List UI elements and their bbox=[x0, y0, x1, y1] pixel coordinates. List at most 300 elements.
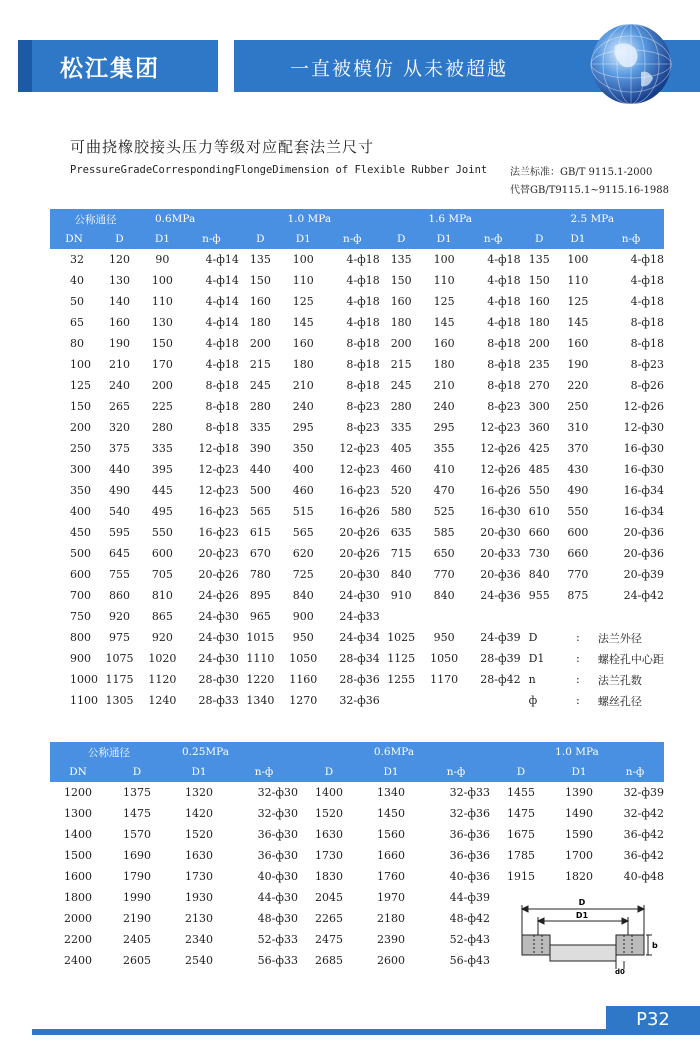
table-cell: 840 bbox=[390, 568, 412, 581]
table-cell: 1630 bbox=[315, 828, 343, 841]
table-cell: 4-ф18 bbox=[630, 274, 664, 287]
table-cell: 20-ф30 bbox=[339, 568, 380, 581]
table-cell: 36-ф30 bbox=[257, 849, 298, 862]
table-cell: 360 bbox=[528, 421, 550, 434]
table-cell: 250 bbox=[567, 400, 589, 413]
table-cell: 1560 bbox=[377, 828, 405, 841]
table-cell: 125 bbox=[567, 295, 589, 308]
table-row bbox=[50, 354, 664, 375]
table-cell: 280 bbox=[249, 400, 271, 413]
table-cell: 180 bbox=[292, 358, 314, 371]
table-cell: 4-ф18 bbox=[346, 295, 380, 308]
table-cell: 150 bbox=[70, 400, 91, 413]
table-cell: 24-ф26 bbox=[198, 589, 239, 602]
legend-sep: : bbox=[576, 694, 580, 707]
subheader-cell: n-ф bbox=[606, 762, 664, 782]
table-cell: 445 bbox=[151, 484, 173, 497]
table-cell: 2190 bbox=[123, 912, 151, 925]
table-cell: 860 bbox=[108, 589, 130, 602]
subheader-cell: D1 bbox=[168, 762, 230, 782]
table-cell: 48-ф30 bbox=[257, 912, 298, 925]
table-cell: 1110 bbox=[246, 652, 275, 665]
table-row bbox=[50, 417, 664, 438]
table-cell: 32-ф42 bbox=[623, 807, 664, 820]
table-cell: 595 bbox=[108, 526, 130, 539]
table-cell bbox=[423, 606, 466, 627]
table-cell: 8-ф18 bbox=[346, 358, 380, 371]
table-cell: 335 bbox=[151, 442, 173, 455]
table-cell bbox=[380, 690, 423, 711]
table-cell: 270 bbox=[528, 379, 550, 392]
page-number: P32 bbox=[606, 1006, 700, 1034]
subheader-cell: n-ф bbox=[466, 229, 521, 249]
table-cell: 1300 bbox=[64, 807, 92, 820]
table-cell: 1025 bbox=[387, 631, 416, 644]
table-cell: 1075 bbox=[105, 652, 134, 665]
table-cell: 350 bbox=[292, 442, 314, 455]
table-cell: 1420 bbox=[185, 807, 213, 820]
table-row bbox=[50, 480, 664, 501]
table-cell: 32 bbox=[70, 253, 84, 266]
table-cell: 110 bbox=[292, 274, 314, 287]
table-cell: 335 bbox=[390, 421, 412, 434]
table-cell: 1520 bbox=[185, 828, 213, 841]
table-cell: 235 bbox=[528, 358, 550, 371]
table-cell: 495 bbox=[151, 505, 173, 518]
table-cell: 600 bbox=[70, 568, 91, 581]
subheader-cell: D bbox=[521, 229, 558, 249]
table-cell: 20-ф36 bbox=[623, 547, 664, 560]
table-cell: 125 bbox=[292, 295, 314, 308]
table-cell: 110 bbox=[433, 274, 455, 287]
diagram-label-b: b bbox=[652, 941, 658, 950]
table-cell: 160 bbox=[108, 316, 130, 329]
table-cell: 610 bbox=[528, 505, 550, 518]
table-cell: 200 bbox=[70, 421, 91, 434]
table-cell: 24-ф30 bbox=[198, 652, 239, 665]
table-cell: 1700 bbox=[565, 849, 593, 862]
table-cell: 225 bbox=[151, 400, 173, 413]
table-cell: 190 bbox=[108, 337, 130, 350]
table-cell: 20-ф33 bbox=[480, 547, 521, 560]
table-cell: 645 bbox=[108, 547, 130, 560]
table-cell: 750 bbox=[70, 610, 91, 623]
table-cell: 4-ф18 bbox=[346, 316, 380, 329]
table-row bbox=[50, 606, 664, 627]
table-cell: 770 bbox=[433, 568, 455, 581]
table-cell: 900 bbox=[292, 610, 314, 623]
table-cell: 32-ф30 bbox=[257, 786, 298, 799]
table-cell: 160 bbox=[433, 337, 455, 350]
table-cell: 36-ф36 bbox=[449, 849, 490, 862]
table-cell: 32-ф33 bbox=[449, 786, 490, 799]
legend-sep: : bbox=[576, 673, 580, 686]
table-cell: 16-ф23 bbox=[198, 526, 239, 539]
table-cell: 16-ф26 bbox=[480, 484, 521, 497]
table-cell: 12-ф30 bbox=[623, 421, 664, 434]
table-cell: 36-ф36 bbox=[449, 828, 490, 841]
table-cell: 4-ф18 bbox=[346, 253, 380, 266]
table-cell: 135 bbox=[249, 253, 271, 266]
table-cell: 160 bbox=[567, 337, 589, 350]
table-cell: 400 bbox=[70, 505, 91, 518]
subheader-cell: D1 bbox=[558, 229, 598, 249]
table-cell: 245 bbox=[249, 379, 271, 392]
table-cell: 300 bbox=[528, 400, 550, 413]
table-cell: 8-ф18 bbox=[205, 421, 239, 434]
table-row bbox=[50, 803, 664, 824]
table-cell: 2400 bbox=[64, 954, 92, 967]
table-cell: 770 bbox=[567, 568, 589, 581]
table-cell: 16-ф30 bbox=[623, 463, 664, 476]
table-cell: 1520 bbox=[315, 807, 343, 820]
table-cell: 2130 bbox=[185, 912, 213, 925]
table-cell: 200 bbox=[390, 337, 412, 350]
table-cell: 4-ф18 bbox=[205, 358, 239, 371]
table-cell: 52-ф43 bbox=[449, 933, 490, 946]
table-cell: 48-ф42 bbox=[449, 912, 490, 925]
header-cell: 0.6MPa bbox=[141, 209, 239, 229]
table-cell: 90 bbox=[155, 253, 170, 266]
table-cell: 8-ф23 bbox=[346, 421, 380, 434]
table-cell: 40-ф48 bbox=[623, 870, 664, 883]
table-cell: 4-ф14 bbox=[205, 274, 239, 287]
table-cell: 515 bbox=[292, 505, 314, 518]
table-cell: 100 bbox=[567, 253, 589, 266]
table-cell: 1570 bbox=[123, 828, 151, 841]
table-cell: 470 bbox=[433, 484, 455, 497]
legend-key: D1 bbox=[528, 652, 545, 665]
table-row bbox=[50, 522, 664, 543]
standard-line-1: 法兰标准：GB/T 9115.1-2000 bbox=[510, 167, 653, 178]
table-cell: 370 bbox=[567, 442, 589, 455]
table-cell: 130 bbox=[151, 316, 173, 329]
table-cell: 200 bbox=[151, 379, 173, 392]
brand-banner-edge bbox=[18, 40, 32, 92]
table-row bbox=[50, 690, 664, 711]
table-cell: 215 bbox=[249, 358, 271, 371]
table-row bbox=[50, 824, 664, 845]
table-cell: 12-ф18 bbox=[198, 442, 239, 455]
table-cell: 24-ф33 bbox=[339, 610, 380, 623]
table-cell: 160 bbox=[528, 295, 550, 308]
table-cell: 190 bbox=[567, 358, 589, 371]
table-cell: 110 bbox=[567, 274, 589, 287]
table-cell: 840 bbox=[528, 568, 550, 581]
table-row bbox=[50, 669, 664, 690]
table-cell: 485 bbox=[528, 463, 550, 476]
legend-sep: : bbox=[576, 631, 580, 644]
subheader-cell: n-ф bbox=[422, 762, 490, 782]
table-cell: 4-ф18 bbox=[487, 253, 521, 266]
table-cell: 100 bbox=[70, 358, 91, 371]
table-cell: 1400 bbox=[64, 828, 92, 841]
table-cell: 32-ф36 bbox=[339, 694, 380, 707]
table-cell: 900 bbox=[70, 652, 91, 665]
table-cell: 2265 bbox=[315, 912, 343, 925]
subheader-cell: D1 bbox=[360, 762, 422, 782]
table-cell: 660 bbox=[528, 526, 550, 539]
table-cell: 40 bbox=[70, 274, 84, 287]
table-cell: 220 bbox=[567, 379, 589, 392]
table-cell: 50 bbox=[70, 295, 84, 308]
table-cell: 20-ф36 bbox=[480, 568, 521, 581]
table-cell: 4-ф14 bbox=[205, 253, 239, 266]
table-cell: 12-ф23 bbox=[339, 463, 380, 476]
table-cell: 2390 bbox=[377, 933, 405, 946]
table-cell bbox=[521, 606, 558, 627]
table-cell: 975 bbox=[108, 631, 130, 644]
table-cell: 8-ф18 bbox=[205, 379, 239, 392]
table-cell: 840 bbox=[292, 589, 314, 602]
table-cell: 1475 bbox=[123, 807, 151, 820]
table-cell: 670 bbox=[249, 547, 271, 560]
page-title-cn: 可曲挠橡胶接头压力等级对应配套法兰尺寸 bbox=[70, 138, 375, 156]
header-cell: 0.25MPa bbox=[168, 742, 298, 762]
table-cell: 500 bbox=[70, 547, 91, 560]
table-cell: 1000 bbox=[70, 673, 98, 686]
table-cell: 80 bbox=[70, 337, 84, 350]
table-cell bbox=[466, 606, 521, 627]
table-cell: 210 bbox=[292, 379, 314, 392]
table-cell: 725 bbox=[292, 568, 314, 581]
table-cell: 620 bbox=[292, 547, 314, 560]
table-cell: 1800 bbox=[64, 891, 92, 904]
subheader-cell: D1 bbox=[423, 229, 466, 249]
table-cell: 400 bbox=[292, 463, 314, 476]
flange-section-diagram bbox=[512, 895, 662, 975]
table-cell: 1375 bbox=[123, 786, 151, 799]
table-cell: 160 bbox=[249, 295, 271, 308]
flange-table-1 bbox=[50, 209, 664, 711]
table-cell: 12-ф26 bbox=[623, 400, 664, 413]
table-cell: 635 bbox=[390, 526, 412, 539]
table-cell: 375 bbox=[108, 442, 130, 455]
table-cell: 660 bbox=[567, 547, 589, 560]
table-cell: 1255 bbox=[387, 673, 416, 686]
table-cell: 810 bbox=[151, 589, 173, 602]
table-cell: 310 bbox=[567, 421, 589, 434]
table-cell: 125 bbox=[70, 379, 91, 392]
table-cell: 700 bbox=[70, 589, 91, 602]
table-cell: 24-ф39 bbox=[480, 631, 521, 644]
page-title-en: PressureGradeCorrespondingFlongeDimension of Flexible Rubber Joint bbox=[70, 164, 488, 176]
table-cell: 12-ф26 bbox=[480, 442, 521, 455]
table-cell: 12-ф23 bbox=[480, 421, 521, 434]
table-cell: 875 bbox=[567, 589, 589, 602]
table-row bbox=[50, 459, 664, 480]
table-cell: 1785 bbox=[507, 849, 535, 862]
table-cell: 44-ф39 bbox=[449, 891, 490, 904]
table-row bbox=[50, 333, 664, 354]
table-cell: 1270 bbox=[289, 694, 318, 707]
table-cell: 135 bbox=[390, 253, 412, 266]
table-cell: 140 bbox=[108, 295, 130, 308]
table-cell: 1220 bbox=[246, 673, 275, 686]
table-cell: 550 bbox=[528, 484, 550, 497]
table-cell: 355 bbox=[433, 442, 455, 455]
table-cell: 145 bbox=[292, 316, 314, 329]
table-cell: 8-ф23 bbox=[630, 358, 664, 371]
table-cell: 1915 bbox=[507, 870, 535, 883]
table-cell: 1160 bbox=[289, 673, 318, 686]
table-cell: 250 bbox=[70, 442, 91, 455]
table-cell: 8-ф23 bbox=[487, 400, 521, 413]
table-cell: 28-ф36 bbox=[339, 673, 380, 686]
table-cell: 2685 bbox=[315, 954, 343, 967]
table-cell: 8-ф23 bbox=[346, 400, 380, 413]
table-cell: 36-ф42 bbox=[623, 828, 664, 841]
table-cell: 44-ф30 bbox=[257, 891, 298, 904]
subheader-cell: n-ф bbox=[598, 229, 664, 249]
table-cell: 280 bbox=[151, 421, 173, 434]
table-cell: 1600 bbox=[64, 870, 92, 883]
table-cell: 910 bbox=[390, 589, 412, 602]
table-cell: 20-ф30 bbox=[480, 526, 521, 539]
table-cell: 450 bbox=[70, 526, 91, 539]
table-cell bbox=[558, 606, 598, 627]
table-row bbox=[50, 291, 664, 312]
header-cell: 公称通径 bbox=[50, 209, 141, 229]
table-cell: 130 bbox=[108, 274, 130, 287]
table-cell: 580 bbox=[390, 505, 412, 518]
table-cell: 395 bbox=[151, 463, 173, 476]
table-cell: 150 bbox=[249, 274, 271, 287]
table-cell: 20-ф26 bbox=[339, 547, 380, 560]
table-cell: 1970 bbox=[377, 891, 405, 904]
table-cell: 650 bbox=[433, 547, 455, 560]
table-cell: 8-ф18 bbox=[487, 337, 521, 350]
table-cell: 150 bbox=[528, 274, 550, 287]
diagram-label-d: D bbox=[578, 898, 586, 907]
subheader-cell: D bbox=[298, 762, 360, 782]
table-cell: 20-ф26 bbox=[198, 568, 239, 581]
table-cell: 240 bbox=[292, 400, 314, 413]
table-cell: 460 bbox=[292, 484, 314, 497]
table-cell: 2405 bbox=[123, 933, 151, 946]
table-cell: 1590 bbox=[565, 828, 593, 841]
table-cell: 120 bbox=[108, 253, 130, 266]
table-cell: 16-ф30 bbox=[623, 442, 664, 455]
table-cell: 865 bbox=[151, 610, 173, 623]
subheader-cell: D1 bbox=[552, 762, 606, 782]
table-row bbox=[50, 375, 664, 396]
subheader-cell: DN bbox=[50, 229, 98, 249]
table-cell: 2045 bbox=[315, 891, 343, 904]
table-cell: 565 bbox=[292, 526, 314, 539]
slogan-text: 一直被模仿 从未被超越 bbox=[290, 58, 509, 80]
table-cell: 4-ф18 bbox=[630, 295, 664, 308]
table-subheader-row bbox=[50, 229, 664, 249]
table-cell: 2475 bbox=[315, 933, 343, 946]
table-cell: 410 bbox=[433, 463, 455, 476]
table-cell: 1120 bbox=[148, 673, 177, 686]
table-cell: 32-ф39 bbox=[623, 786, 664, 799]
table-row bbox=[50, 312, 664, 333]
table-cell: 440 bbox=[108, 463, 130, 476]
table-cell: 705 bbox=[151, 568, 173, 581]
table-cell: 1675 bbox=[507, 828, 535, 841]
table-cell: 1400 bbox=[315, 786, 343, 799]
table-cell: 295 bbox=[433, 421, 455, 434]
legend-key: n bbox=[528, 673, 536, 686]
table-row bbox=[50, 845, 664, 866]
table-row bbox=[50, 648, 664, 669]
table-cell: 1340 bbox=[377, 786, 405, 799]
table-cell: 110 bbox=[151, 295, 173, 308]
table-cell: 350 bbox=[70, 484, 91, 497]
table-row bbox=[50, 627, 664, 648]
table-cell: 240 bbox=[433, 400, 455, 413]
table-cell: 180 bbox=[390, 316, 412, 329]
subheader-cell: D bbox=[106, 762, 168, 782]
subheader-cell: D1 bbox=[141, 229, 184, 249]
table-cell: 4-ф18 bbox=[346, 274, 380, 287]
table-cell: 65 bbox=[70, 316, 84, 329]
table-cell: 125 bbox=[433, 295, 455, 308]
table-cell: 1125 bbox=[387, 652, 416, 665]
table-cell: 715 bbox=[390, 547, 412, 560]
table-cell: 12-ф23 bbox=[198, 484, 239, 497]
table-cell: 4-ф14 bbox=[205, 295, 239, 308]
table-cell: 550 bbox=[151, 526, 173, 539]
table-cell: 585 bbox=[433, 526, 455, 539]
table-cell: 1790 bbox=[123, 870, 151, 883]
table-cell: 730 bbox=[528, 547, 550, 560]
diagram-label-d1: D1 bbox=[575, 911, 589, 920]
table-cell: 180 bbox=[528, 316, 550, 329]
table-cell: 100 bbox=[292, 253, 314, 266]
table-cell: 1455 bbox=[507, 786, 535, 799]
legend-text: 螺丝孔径 bbox=[597, 694, 642, 708]
table-cell: 40-ф30 bbox=[257, 870, 298, 883]
table-cell: 170 bbox=[151, 358, 173, 371]
table-cell: 150 bbox=[151, 337, 173, 350]
table-header-row bbox=[50, 742, 664, 762]
table-cell: 920 bbox=[108, 610, 130, 623]
legend-text: 法兰外径 bbox=[597, 631, 642, 645]
table-cell: 390 bbox=[249, 442, 271, 455]
table-cell: 265 bbox=[108, 400, 130, 413]
table-cell: 28-ф30 bbox=[198, 673, 239, 686]
table-cell: 200 bbox=[249, 337, 271, 350]
table-cell: 2600 bbox=[377, 954, 405, 967]
table-cell: 295 bbox=[292, 421, 314, 434]
table-cell bbox=[380, 606, 423, 627]
table-cell: 440 bbox=[249, 463, 271, 476]
table-cell: 28-ф39 bbox=[480, 652, 521, 665]
table-cell: 24-ф36 bbox=[480, 589, 521, 602]
table-row bbox=[50, 501, 664, 522]
table-cell: 2605 bbox=[123, 954, 151, 967]
table-cell: 430 bbox=[567, 463, 589, 476]
table-cell: 8-ф18 bbox=[346, 337, 380, 350]
table-cell: 36-ф42 bbox=[623, 849, 664, 862]
table-cell: 100 bbox=[433, 253, 455, 266]
table-cell: 210 bbox=[108, 358, 130, 371]
table-cell: 600 bbox=[567, 526, 589, 539]
table-cell: 40-ф36 bbox=[449, 870, 490, 883]
table-cell: 1760 bbox=[377, 870, 405, 883]
table-cell: 135 bbox=[528, 253, 550, 266]
table-cell: 1450 bbox=[377, 807, 405, 820]
table-cell: 20-ф39 bbox=[623, 568, 664, 581]
legend-sep: : bbox=[576, 652, 580, 665]
table-cell: 1175 bbox=[105, 673, 134, 686]
table-cell: 36-ф30 bbox=[257, 828, 298, 841]
footer-bar bbox=[32, 1029, 700, 1035]
header-cell: 2.5 MPa bbox=[521, 209, 664, 229]
